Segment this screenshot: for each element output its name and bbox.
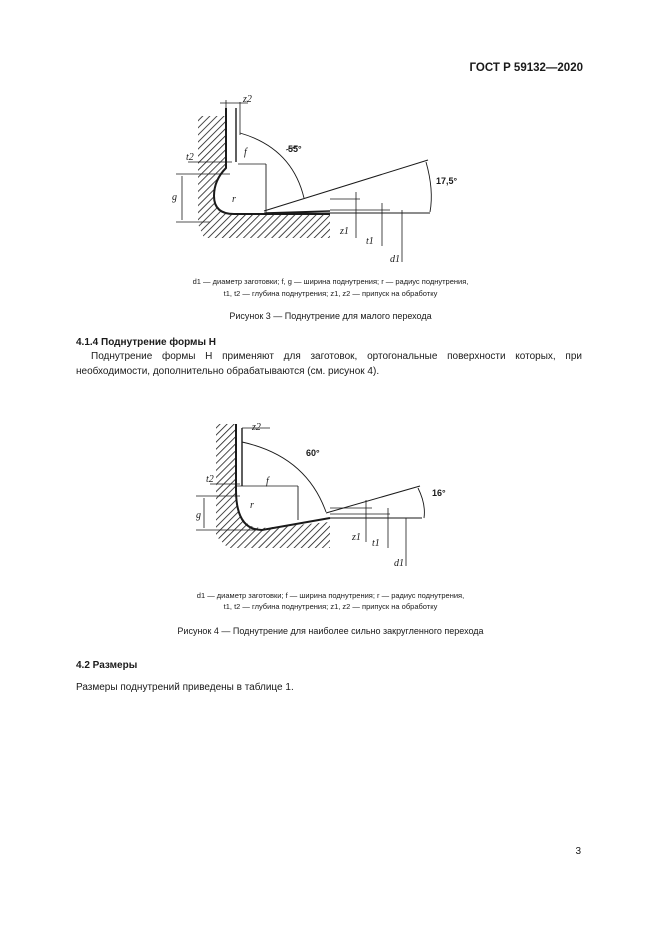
figure-4-caption: Рисунок 4 — Поднутрение для наиболее сильно закругленного перехода — [177, 626, 484, 636]
label-z1: z1 — [352, 532, 361, 543]
label-r: r — [250, 500, 254, 511]
label-angle-60: 60° — [306, 448, 320, 458]
figure-4-drawing — [0, 410, 661, 610]
label-f: f — [266, 476, 269, 487]
section-4-2-text: Размеры поднутрений приведены в таблице 1. — [76, 682, 294, 693]
label-t2: t2 — [186, 152, 194, 163]
label-angle-55: 55° — [288, 144, 302, 154]
label-r: r — [232, 194, 236, 205]
section-4-1-4-text: Поднутрение формы Н применяют для заготовок, ортогональные поверхности которых, при необходимости, дополнительно обрабатываются (см. рисунок 4). — [76, 351, 582, 377]
taper-line — [264, 160, 428, 211]
label-d1: d1 — [390, 254, 400, 265]
label-d1: d1 — [394, 558, 404, 569]
label-z2: z2 — [243, 94, 252, 105]
angle-arc-17-5 — [426, 162, 431, 212]
label-t2: t2 — [206, 474, 214, 485]
figure-4-legend-line-2: t1, t2 — глубина поднутрения; z1, z2 — припуск на обработку — [223, 602, 438, 611]
undercut-profile — [236, 424, 330, 530]
document-code: ГОСТ Р 59132—2020 — [469, 62, 583, 74]
section-4-2-heading: 4.2 Размеры — [76, 660, 138, 671]
label-g: g — [196, 510, 201, 521]
label-angle-16: 16° — [432, 488, 446, 498]
label-t1: t1 — [366, 236, 374, 247]
figure-3-caption: Рисунок 3 — Поднутрение для малого перехода — [229, 311, 432, 321]
angle-arc-55 — [240, 133, 304, 198]
angle-arc-16 — [418, 488, 424, 518]
figure-3-drawing — [0, 0, 661, 280]
hatched-wall — [198, 116, 330, 238]
label-f: f — [244, 147, 247, 158]
section-4-1-4-heading: 4.1.4 Поднутрение формы Н — [76, 337, 216, 348]
label-g: g — [172, 192, 177, 203]
label-z1: z1 — [340, 226, 349, 237]
figure-3-legend-line-2: t1, t2 — глубина поднутрения; z1, z2 — припуск на обработку — [223, 289, 438, 298]
figure-4-legend-line-1: d1 — диаметр заготовки; f — ширина поднутрения; r — радиус поднутрения, — [196, 591, 465, 600]
page-number: 3 — [575, 846, 581, 857]
figure-3-legend-line-1: d1 — диаметр заготовки; f, g — ширина поднутрения; r — радиус поднутрения, — [192, 277, 469, 286]
taper-line — [326, 486, 420, 513]
label-z2: z2 — [252, 422, 261, 433]
label-angle-17-5: 17,5° — [436, 176, 458, 186]
label-t1: t1 — [372, 538, 380, 549]
